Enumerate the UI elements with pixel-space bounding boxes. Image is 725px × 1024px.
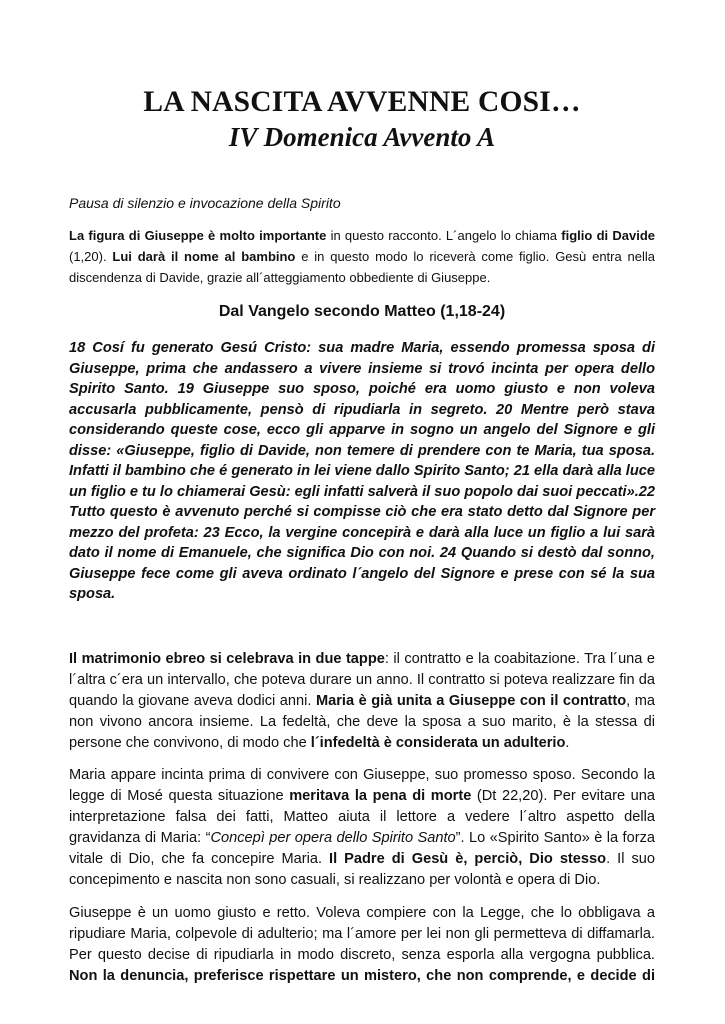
text-segment: . Il suo (606, 851, 655, 868)
gospel-line: dato il nome di Emanuele, che significa Dio con noi. 24 Quando si destò dal sonno, (69, 545, 655, 561)
gospel-line: considerando queste cose, ecco gli apparve in sogno un angelo del Signore e gli (69, 422, 655, 438)
bold-phrase: Il matrimonio ebreo si celebrava in due tappe (69, 650, 385, 667)
commentary-paragraph-1 (69, 649, 655, 754)
gospel-line: Spirito Santo. 19 Giuseppe suo sposo, poiché era uomo giusto e non voleva (69, 381, 655, 397)
text-line: Maria appare incinta prima di convivere con Giuseppe, suo promesso sposo. Secondo la (69, 766, 655, 783)
commentary-paragraph-2 (69, 765, 655, 892)
text-segment: persone che convivono, di modo che (69, 734, 311, 751)
bold-phrase: Il Padre di Gesù è, perciò, Dio stesso (329, 851, 607, 868)
gospel-line: accusarla pubblicamente, pensò di ripudiarla in segreto. 20 Mentre però stava (69, 401, 655, 418)
text-line: l´altra c´era un intervallo, che poteva durare un anno. Il contratto si poteva realizzare fin da (69, 671, 655, 688)
intro-text-1: in questo racconto. L´angelo lo chiama (326, 228, 562, 243)
text-line: non vivono ancora insieme. La fedeltà, che deve la sposa a suo marito, è la stessa di (69, 713, 655, 730)
text-segment: . (565, 734, 570, 751)
intro-bold-3: Lui darà il nome al bambino (112, 249, 296, 264)
gospel-line: 18 Cosí fu generato Gesú Cristo: sua madre Maria, essendo promessa sposa di (69, 340, 655, 356)
gospel-line: Giuseppe fece come gli aveva ordinato l´angelo del Signore e prese con sé la sua (69, 565, 655, 582)
text-line: concepimento e nascita non sono casuali, si realizzano per volontà e opera di Dio. (69, 872, 601, 889)
text-line (69, 691, 655, 712)
text-line (69, 849, 655, 870)
intro-bold-1: La figura di Giuseppe è molto importante (69, 228, 327, 243)
intro-text-2: (1,20). (69, 249, 113, 264)
intro-text-3: e in questo modo lo riceverà come figlio. Gesù entra nella discendenza di Davide, grazie all´atteggiamento obbediente di Giuseppe. (69, 249, 656, 285)
text-line: interpretazione falsa dei fatti, Matteo aiuta il lettore a vedere l´altro aspetto della (69, 809, 655, 826)
text-segment: legge di Mosé questa situazione (69, 788, 290, 805)
text-segment: gravidanza di Maria: “ (69, 830, 211, 847)
gospel-line: Infatti il bambino che é generato in lei viene dallo Spirito Santo; 21 ella darà alla luce (69, 463, 655, 479)
intro-paragraph (69, 225, 655, 288)
intro-bold-2: figlio di Davide (561, 228, 655, 243)
gospel-heading: Dal Vangelo secondo Matteo (1,18-24) (218, 303, 506, 320)
text-segment: vitale di Dio, che fa concepire Maria. (69, 851, 330, 868)
italic-phrase: Concepì per opera dello Spirito Santo (210, 830, 456, 847)
text-line (69, 966, 655, 987)
text-line: Per questo decise di ripudiarla in modo discreto, senza esporla alla vergogna pubblica. (69, 946, 655, 963)
page-subtitle: IV Domenica Avvento A (228, 122, 496, 152)
bold-phrase: Non la denuncia, preferisce rispettare un mistero, che non comprende, e decide di (69, 967, 655, 984)
bold-phrase: meritava la pena di morte (289, 788, 472, 805)
pause-instruction: Pausa di silenzio e invocazione della Spirito (69, 195, 341, 211)
gospel-line: disse: «Giuseppe, figlio di Davide, non temere di prendere con te Maria, tua sposa. (69, 442, 655, 459)
gospel-line: sposa. (69, 586, 116, 602)
bold-phrase: Maria è già unita a Giuseppe con il contratto (315, 692, 627, 709)
text-line: ripudiare Maria, colpevole di adulterio; ma l´amore per lei non gli permetteva di diffamarla. (69, 925, 655, 942)
text-segment: : il contratto e la coabitazione. Tra l´una e (384, 650, 655, 667)
gospel-line: un figlio e tu lo chiamerai Gesù: egli infatti salverà il suo popolo dai suoi peccati».22 (69, 483, 655, 500)
bold-phrase: l´infedeltà è considerata un adulterio (310, 734, 566, 751)
text-line (69, 786, 655, 807)
page-title: LA NASCITA AVVENNE COSI… (143, 86, 581, 118)
text-line: Giuseppe è un uomo giusto e retto. Voleva compiere con la Legge, che lo obbligava a (69, 904, 655, 921)
gospel-passage (69, 338, 655, 605)
gospel-line: Tutto questo è avvenuto perché si compisse ciò che era stato detto dal Signore per (69, 504, 655, 520)
text-segment: , ma (626, 692, 655, 709)
text-segment: quando la giovane aveva dodici anni. (69, 692, 316, 709)
commentary-paragraph-3 (69, 903, 655, 987)
text-line (69, 649, 655, 670)
text-segment: ”. Lo «Spirito Santo» è la forza (455, 830, 656, 847)
text-line (69, 828, 655, 849)
gospel-line: Giuseppe, prima che andassero a vivere insieme si trovó incinta per opera dello (69, 360, 655, 377)
text-segment: (Dt 22,20). Per evitare una (471, 788, 655, 805)
gospel-line: mezzo del profeta: 23 Ecco, la vergine concepirà e darà alla luce un figlio a lui sarà (69, 524, 655, 541)
text-line (69, 733, 655, 754)
